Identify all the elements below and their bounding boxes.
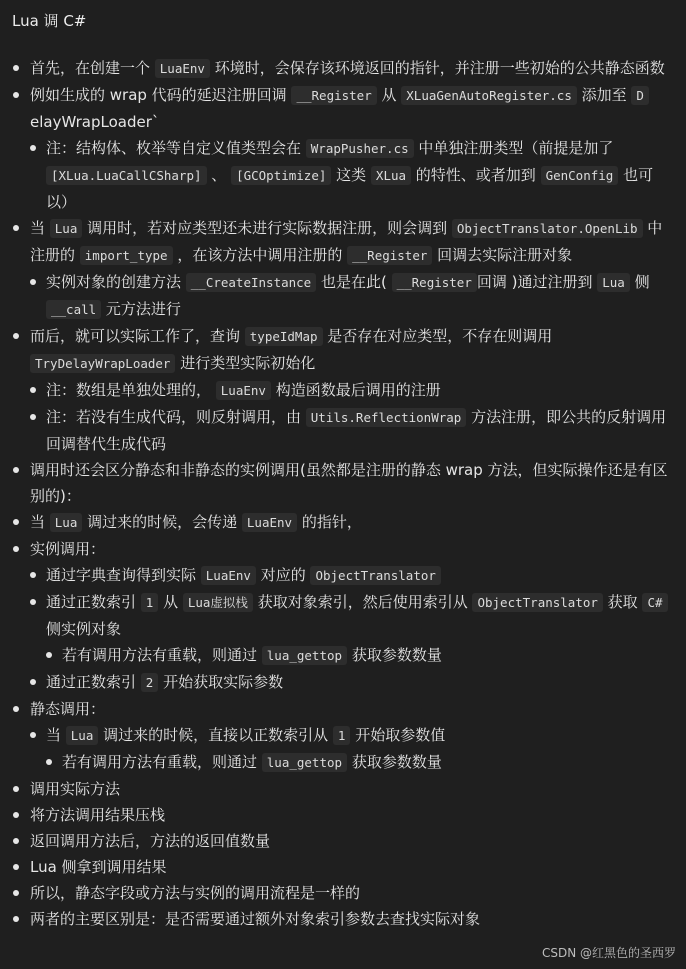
bullet-icon [13, 92, 19, 98]
bullet-icon [13, 333, 19, 339]
list-item-text: 这类 [331, 166, 371, 184]
list-item-text: 两者的主要区别是：是否需要通过额外对象索引参数去查找实际对象 [30, 910, 481, 928]
list-item-text: 获取参数数量 [347, 753, 442, 771]
list-item-text: 通过正数索引 [46, 673, 141, 691]
inline-code: 2 [141, 673, 159, 692]
list-item [0, 536, 686, 562]
list-item-text: 调用实际方法 [30, 780, 121, 798]
list-item-text: 返回调用方法后，方法的返回值数量 [30, 832, 271, 850]
list-item-text: 实例调用： [30, 540, 106, 558]
inline-code: LuaEnv [201, 566, 256, 585]
list-item [0, 509, 686, 536]
list-item-text: 实例对象的创建方法 [46, 273, 186, 291]
list-item-text: 当 [30, 219, 50, 237]
list-item-text: 从 [376, 86, 402, 104]
bullet-icon [13, 786, 19, 792]
inline-code: C# [642, 593, 667, 612]
list-item-text: ，在该方法中调用注册的 [172, 246, 348, 264]
bullet-icon [30, 387, 36, 393]
list-item-text: 将方法调用结果压栈 [30, 806, 166, 824]
list-item-text: 若有调用方法有重载，则通过 [62, 753, 262, 771]
list-item-text: 而后，就可以实际工作了，查询 [30, 327, 245, 345]
list-item-text: 进行类型实际初始化 [175, 354, 316, 372]
list-item-text: 侧 [629, 273, 650, 291]
page-title: Lua 调 C# [12, 12, 87, 30]
list-item [0, 457, 686, 509]
watermark: CSDN @红黑色的圣西罗 [541, 946, 676, 960]
inline-code: __Register [291, 86, 376, 105]
list-item [0, 696, 686, 722]
inline-code: 1 [333, 726, 351, 745]
inline-code: Lua [50, 219, 83, 238]
list-item [0, 323, 686, 377]
list-item [0, 802, 686, 828]
bullet-icon [30, 414, 36, 420]
list-item-text: 调用时，若对应类型还未进行实际数据注册，则会调到 [82, 219, 452, 237]
list-item-text: 中注册的 [30, 219, 663, 264]
list-item [0, 749, 686, 776]
inline-code: __call [46, 300, 101, 319]
list-item-text: 环境时，会保存该环境返回的指针，并注册一些初始的公共静态函数 [209, 59, 665, 77]
bullet-icon [13, 546, 19, 552]
list-item-text: 注：若没有生成代码，则反射调用，由 [46, 408, 306, 426]
list-item [0, 269, 686, 323]
list-item-text: Lua 侧拿到调用结果 [30, 858, 167, 876]
list-item-text: elayWrapLoader` [30, 113, 160, 131]
inline-code: __Register [347, 246, 432, 265]
bullet-icon [46, 759, 52, 765]
list-item [0, 906, 686, 932]
list-item-text: 静态调用： [30, 700, 106, 718]
list-item-text: 调用时还会区分静态和非静态的实例调用(虽然都是注册的静态 wrap 方法，但实际操作还是有区别的)： [30, 461, 668, 505]
list-item [0, 82, 686, 135]
list-item-text: 也可以） [46, 166, 654, 211]
inline-code: XLuaGenAutoRegister.cs [401, 86, 577, 105]
list-item-text: 首先，在创建一个 [30, 59, 155, 77]
list-item [0, 377, 686, 404]
bullet-icon [13, 225, 19, 231]
bullet-icon [13, 864, 19, 870]
list-item-text: 元方法进行 [101, 300, 181, 318]
inline-code: typeIdMap [245, 327, 323, 346]
inline-code: __CreateInstance [186, 273, 316, 292]
inline-code: Lua虚拟栈 [183, 593, 253, 612]
list-item [0, 880, 686, 906]
bullet-icon [13, 467, 19, 473]
list-item [0, 828, 686, 854]
inline-code: Lua [66, 726, 99, 745]
inline-code: LuaEnv [242, 513, 297, 532]
bullet-icon [13, 706, 19, 712]
list-item-text: 的特性、或者加到 [411, 166, 541, 184]
inline-code: XLua [371, 166, 411, 185]
list-item-text: 从 [158, 593, 183, 611]
inline-code: ObjectTranslator [472, 593, 602, 612]
list-item-text: 若有调用方法有重载，则通过 [62, 646, 262, 664]
inline-code: [GCOptimize] [231, 166, 331, 185]
list-item [0, 215, 686, 269]
list-item-text: 通过字典查询得到实际 [46, 566, 201, 584]
list-item [0, 722, 686, 749]
inline-code: ObjectTranslator.OpenLib [452, 219, 643, 238]
list-item-text: 构造函数最后调用的注册 [270, 381, 441, 399]
bullet-icon [46, 652, 52, 658]
bullet-icon [30, 679, 36, 685]
list-item-text: 是否存在对应类型，不存在则调用 [322, 327, 553, 345]
list-item-text: 的指针， [297, 513, 362, 531]
inline-code: __Register [392, 273, 477, 292]
list-item [0, 589, 686, 642]
list-item-text: 、 [206, 166, 232, 184]
list-item [0, 135, 686, 215]
list-item-text: 当 [46, 726, 66, 744]
inline-code: lua_gettop [262, 753, 347, 772]
list-item-text: 通过正数索引 [46, 593, 141, 611]
list-item-text: 调过来的时候，直接以正数索引从 [98, 726, 333, 744]
list-item-text: 添加至 [576, 86, 632, 104]
inline-code: TryDelayWrapLoader [30, 354, 175, 373]
bullet-icon [30, 145, 36, 151]
list-item-text: 所以，静态字段或方法与实例的调用流程是一样的 [30, 884, 361, 902]
bullet-icon [30, 599, 36, 605]
bullet-icon [13, 519, 19, 525]
inline-code: GenConfig [541, 166, 619, 185]
inline-code: Utils.ReflectionWrap [306, 408, 467, 427]
list-item-text: 回调去实际注册对象 [432, 246, 573, 264]
inline-code: LuaEnv [216, 381, 271, 400]
list-item-text: 对应的 [255, 566, 311, 584]
list-item [0, 642, 686, 669]
list-item-text: 获取 [602, 593, 643, 611]
bullet-icon [30, 732, 36, 738]
inline-code: import_type [80, 246, 173, 265]
bullet-icon [13, 65, 19, 71]
bullet-icon [13, 890, 19, 896]
list-item-text: 获取参数数量 [347, 646, 442, 664]
list-item-text: 注：数组是单独处理的， [46, 381, 216, 399]
bullet-icon [30, 279, 36, 285]
list-item-text: 注：结构体、枚举等自定义值类型会在 [46, 139, 306, 157]
inline-code: Lua [597, 273, 630, 292]
list-item-text: 当 [30, 513, 50, 531]
list-item [0, 776, 686, 802]
list-item-text: 中单独注册类型（前提是加了 [413, 139, 614, 157]
bullet-icon [13, 838, 19, 844]
list-item-text: 开始取参数值 [350, 726, 446, 744]
list-item-text: 开始获取实际参数 [158, 673, 284, 691]
bullet-icon [30, 572, 36, 578]
list-item-text: 方法注册，即公共的反射调用回调替代生成代码 [46, 408, 667, 453]
list-item-text: 调过来的时候，会传递 [82, 513, 242, 531]
inline-code: lua_gettop [262, 646, 347, 665]
inline-code: LuaEnv [155, 59, 210, 78]
bullet-icon [13, 916, 19, 922]
inline-code: ObjectTranslator [310, 566, 440, 585]
bullet-icon [13, 812, 19, 818]
list-item-text: 获取对象索引，然后使用索引从 [252, 593, 473, 611]
list-item [0, 854, 686, 880]
list-item-text: 也是在此( [316, 273, 392, 291]
list-item-text: 回调 )通过注册到 [476, 273, 598, 291]
inline-code: D [631, 86, 649, 105]
list-item [0, 562, 686, 589]
bullet-list [0, 55, 686, 932]
list-item-text: 侧实例对象 [46, 620, 122, 638]
inline-code: 1 [141, 593, 159, 612]
inline-code: WrapPusher.cs [306, 139, 414, 158]
list-item-text: 例如生成的 wrap 代码的延迟注册回调 [30, 86, 292, 104]
list-item [0, 404, 686, 457]
inline-code: Lua [50, 513, 83, 532]
inline-code: [XLua.LuaCallCSharp] [46, 166, 207, 185]
list-item [0, 669, 686, 696]
list-item [0, 55, 686, 82]
